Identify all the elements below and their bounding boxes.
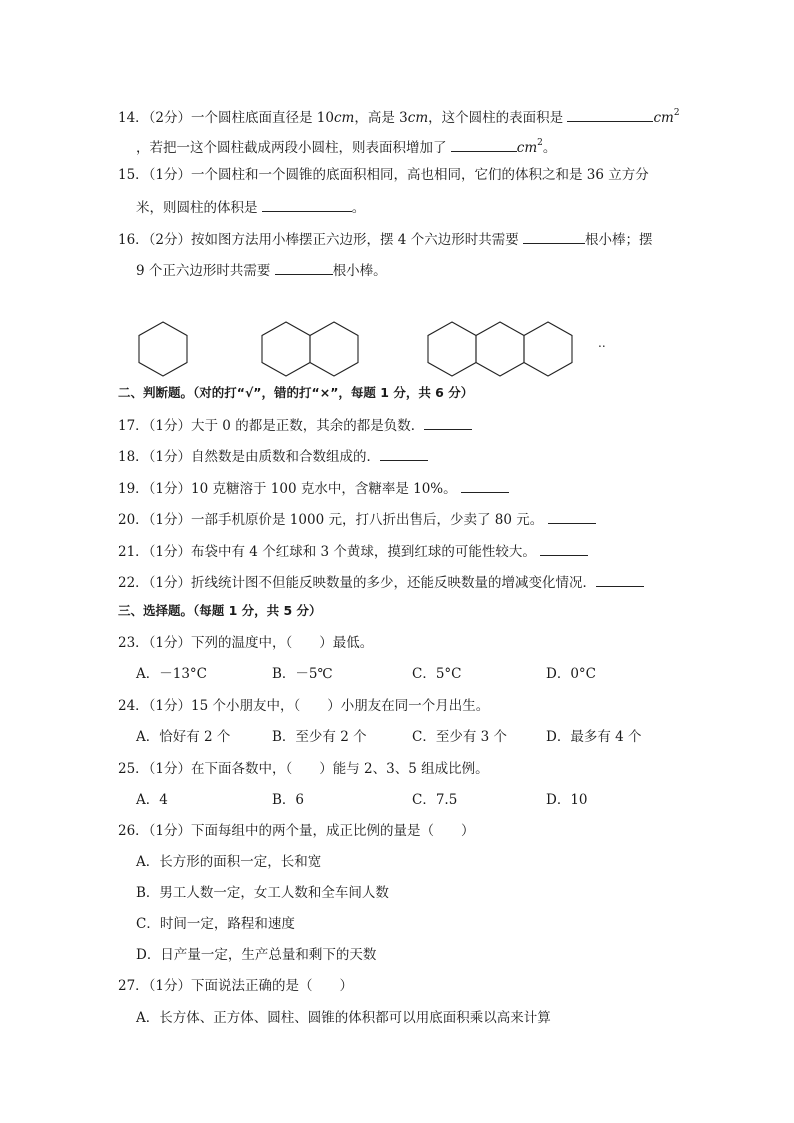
question-14-line-2: ，若把一这个圆柱截成两段小圆柱，则表面积增加了 $cm^2$。 (136, 138, 557, 156)
hexagon-3a (428, 322, 476, 376)
hexagon-2a (262, 322, 310, 376)
answer-blank-21[interactable] (540, 541, 588, 556)
question-27: 27．（1分）下面说法正确的是（ ） (118, 978, 354, 994)
option-26-a[interactable]: A．长方形的面积一定，长和宽 (136, 854, 322, 870)
question-16-line-1: 16．（2分）按如图方法用小棒摆正六边形，摆 4 个六边形时共需要 根小棒；摆 (118, 229, 653, 249)
question-14-line-1: 14．（2分）一个圆柱底面直径是 10cm，高是 3cm，这个圆柱的表面积是 $cm^2$ (118, 108, 680, 126)
section-2-heading: 二、判断题。（对的打“√”，错的打“×”，每题 1 分，共 6 分） (118, 385, 474, 400)
question-19: 19．（1分）10 克糖溶于 100 克水中，含糖率是 10%。 (118, 478, 509, 498)
answer-blank-18[interactable] (380, 446, 428, 461)
option-26-d[interactable]: D．日产量一定，生产总量和剩下的天数 (136, 947, 377, 963)
answer-blank-22[interactable] (596, 572, 644, 587)
question-18: 18．（1分）自然数是由质数和合数组成的． (118, 446, 428, 466)
option-23-b[interactable]: B．－5℃ (272, 666, 333, 682)
hexagon-2b (310, 322, 358, 376)
option-25-a[interactable]: A．4 (136, 792, 168, 808)
question-15-line-1: 15．（1分）一个圆柱和一个圆锥的底面积相同，高也相同，它们的体积之和是 36 立方分 (118, 167, 649, 183)
question-17: 17．（1分）大于 0 的都是正数，其余的都是负数． (118, 415, 472, 435)
option-23-c[interactable]: C．5°C (412, 666, 462, 682)
answer-blank-19[interactable] (461, 478, 509, 493)
option-27-a[interactable]: A．长方体、正方体、圆柱、圆锥的体积都可以用底面积乘以高来计算 (136, 1010, 551, 1026)
option-25-c[interactable]: C．7.5 (412, 792, 458, 808)
question-20: 20．（1分）一部手机原价是 1000 元，打八折出售后，少卖了 80 元。 (118, 509, 596, 529)
option-24-c[interactable]: C．至少有 3 个 (412, 729, 508, 745)
question-26: 26．（1分）下面每组中的两个量，成正比例的量是（ ） (118, 823, 475, 839)
question-16-line-2: 9 个正六边形时共需要 根小棒。 (136, 260, 387, 280)
option-25-d[interactable]: D．10 (546, 792, 588, 808)
question-22: 22．（1分）折线统计图不但能反映数量的多少，还能反映数量的增减变化情况． (118, 572, 644, 592)
section-3-heading: 三、选择题。（每题 1 分，共 5 分） (118, 603, 322, 618)
option-26-c[interactable]: C．时间一定，路程和速度 (136, 916, 295, 932)
figure-ellipsis: .. (598, 336, 606, 350)
option-24-d[interactable]: D．最多有 4 个 (546, 729, 642, 745)
question-21: 21．（1分）布袋中有 4 个红球和 3 个黄球，摸到红球的可能性较大。 (118, 541, 588, 561)
answer-blank-20[interactable] (548, 509, 596, 524)
option-25-b[interactable]: B．6 (272, 792, 305, 808)
option-24-b[interactable]: B．至少有 2 个 (272, 729, 367, 745)
hexagon-1 (139, 322, 187, 376)
option-26-b[interactable]: B．男工人数一定，女工人数和全车间人数 (136, 885, 389, 901)
option-24-a[interactable]: A．恰好有 2 个 (136, 729, 231, 745)
hexagon-3c (524, 322, 572, 376)
option-23-d[interactable]: D．0°C (546, 666, 596, 682)
question-25: 25．（1分）在下面各数中，（ ）能与 2、3、5 组成比例。 (118, 761, 489, 777)
question-24: 24．（1分）15 个小朋友中，（ ）小朋友在同一个月出生。 (118, 698, 490, 714)
hexagon-figure (0, 0, 794, 400)
answer-blank-17[interactable] (424, 415, 472, 430)
option-23-a[interactable]: A．－13°C (136, 666, 208, 682)
question-15-line-2: 米，则圆柱的体积是 。 (136, 197, 365, 217)
question-23: 23．（1分）下列的温度中，（ ）最低。 (118, 635, 374, 651)
hexagon-3b (476, 322, 524, 376)
